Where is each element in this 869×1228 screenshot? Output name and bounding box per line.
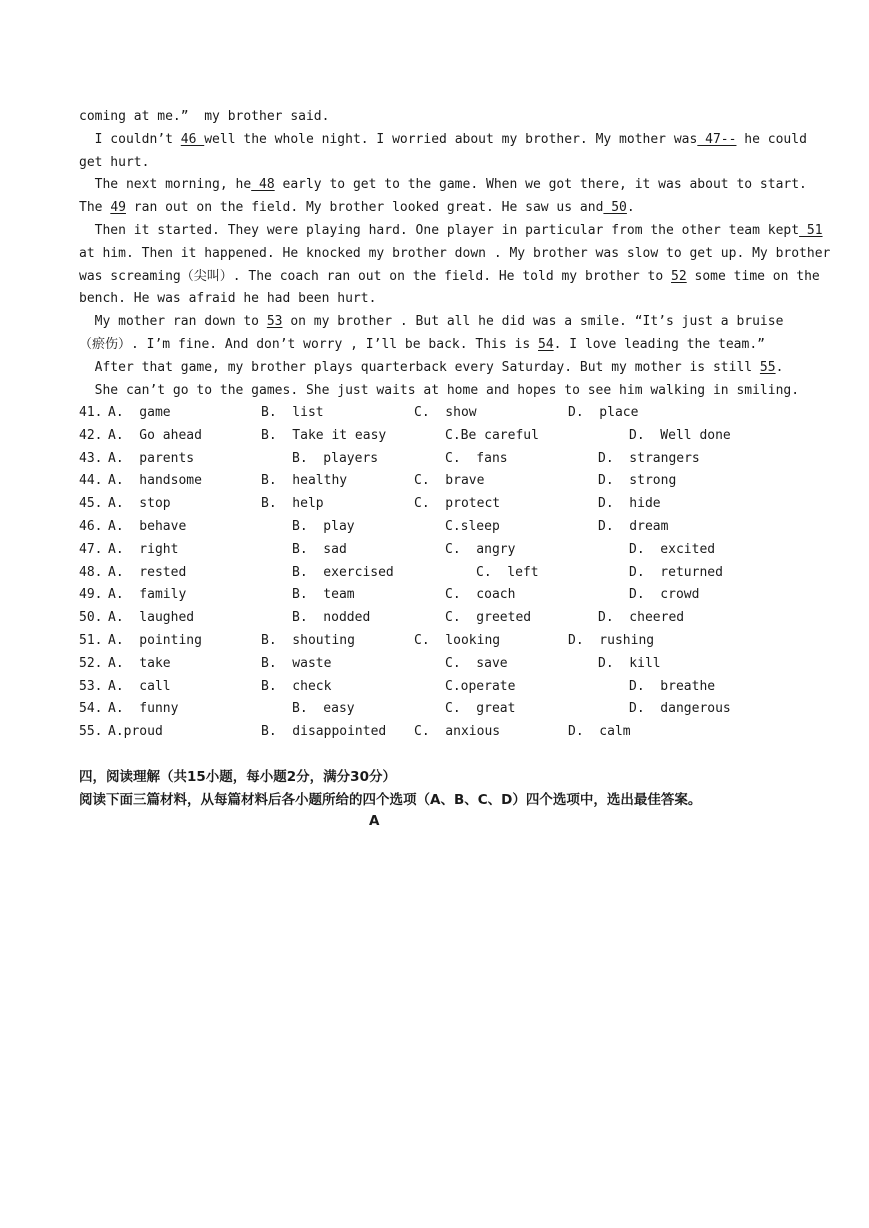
question-row [79, 562, 791, 585]
option-b: B. sad [292, 541, 347, 557]
option-a: A. handsome [108, 473, 202, 489]
question-row [79, 676, 791, 699]
blank-52: 52 [671, 268, 687, 284]
option-d: D. hide [598, 496, 661, 512]
question-number: 42. [79, 427, 103, 443]
passage-text: . I love leading the team.” [553, 336, 765, 352]
passage-text: My mother ran down to [79, 314, 267, 330]
passage-line [79, 106, 791, 129]
question-row [79, 584, 791, 607]
blank-50: 50 [603, 200, 627, 216]
question-row [79, 516, 791, 539]
option-d: D. dangerous [629, 701, 731, 717]
passage-text: ran out on the field. My brother looked great. He saw us and [125, 200, 604, 216]
question-row [79, 653, 791, 676]
option-b: B. Take it easy [261, 427, 387, 443]
option-a: A. call [108, 678, 171, 694]
blank-46: 46 [180, 131, 205, 147]
question-number: 46. [79, 518, 103, 534]
question-row [79, 425, 791, 448]
passage-text: coming at me.” my brother said. [79, 109, 330, 124]
option-b: B. players [292, 450, 379, 466]
option-c: C. looking [414, 632, 501, 648]
option-c: C. protect [414, 496, 501, 512]
question-row [79, 607, 791, 630]
option-b: B. list [261, 405, 324, 420]
blank-49: 49 [110, 200, 126, 216]
question-number: 52. [79, 655, 103, 671]
option-d: D. Well done [629, 427, 731, 443]
passage-line [79, 380, 800, 403]
passage-line [79, 174, 807, 197]
option-b: B. exercised [292, 564, 394, 580]
cloze-passage [79, 106, 831, 402]
option-b: B. waste [261, 655, 332, 671]
option-b: B. play [292, 518, 355, 534]
passage-text: （瘀伤）. I’m fine. And don’t worry , I’ll be back. This is [79, 336, 538, 352]
option-b: B. help [261, 496, 324, 512]
passage-text: get hurt. [79, 154, 150, 170]
question-row [79, 539, 791, 562]
question-number: 54. [79, 701, 103, 717]
option-d: D. calm [568, 724, 631, 740]
passage-letter: A [369, 813, 380, 829]
option-c: C. brave [414, 473, 485, 489]
passage-text: bench. He was afraid he had been hurt. [79, 291, 377, 307]
option-d: D. dream [598, 518, 669, 534]
question-number: 50. [79, 610, 103, 626]
question-number: 45. [79, 496, 103, 512]
option-d: D. crowd [629, 587, 700, 603]
question-row [79, 698, 791, 721]
passage-line [79, 334, 791, 357]
passage-line [79, 243, 831, 266]
option-c: C.sleep [445, 518, 500, 534]
option-d: D. place [568, 405, 639, 420]
option-a: A. Go ahead [108, 427, 202, 443]
answer-options [79, 402, 791, 744]
blank-51: 51 [799, 222, 823, 238]
blank-47: 47-- [697, 131, 737, 147]
option-c: C.operate [445, 678, 516, 694]
option-a: A. rested [108, 564, 187, 580]
question-number: 48. [79, 564, 103, 580]
question-row [79, 448, 791, 471]
option-a: A. right [108, 541, 179, 557]
passage-text: some time on the [686, 268, 820, 284]
option-c: C. fans [445, 450, 508, 466]
passage-line [79, 152, 791, 175]
option-a: A. parents [108, 450, 195, 466]
option-a: A. laughed [108, 610, 195, 626]
question-number: 55. [79, 724, 103, 740]
passage-text: Then it started. They were playing hard. One player in particular from the other team kept [79, 222, 800, 238]
option-d: D. strong [598, 473, 677, 489]
passage-text: he could [736, 131, 807, 147]
option-a: A.proud [108, 724, 163, 740]
passage-line [79, 357, 791, 380]
option-c: C. show [414, 405, 477, 420]
option-c: C. save [445, 655, 508, 671]
option-b: B. check [261, 678, 332, 694]
question-row [79, 493, 791, 516]
passage-text: She can’t go to the games. She just waits at home and hopes to see him walking in smiling. [79, 382, 800, 398]
option-b: B. nodded [292, 610, 371, 626]
question-row [79, 470, 791, 493]
passage-text: I couldn’t [79, 131, 181, 147]
passage-line [79, 197, 791, 220]
option-d: D. rushing [568, 632, 655, 648]
option-a: A. stop [108, 496, 171, 512]
option-c: C. greeted [445, 610, 532, 626]
passage-text: was screaming（尖叫）. The coach ran out on the field. He told my brother to [79, 268, 672, 284]
question-number: 49. [79, 587, 103, 603]
option-c: C. angry [445, 541, 516, 557]
option-c: C. great [445, 701, 516, 717]
question-number: 47. [79, 541, 103, 557]
option-a: A. family [108, 587, 187, 603]
option-d: D. kill [598, 655, 661, 671]
passage-text: . [626, 200, 635, 216]
question-number: 41. [79, 405, 103, 420]
option-b: B. easy [292, 701, 355, 717]
option-b: B. disappointed [261, 724, 387, 740]
blank-53: 53 [266, 314, 283, 330]
option-a: A. pointing [108, 632, 202, 648]
passage-text: . [775, 359, 784, 375]
option-b: B. team [292, 587, 355, 603]
option-d: D. returned [629, 564, 723, 580]
option-a: A. funny [108, 701, 179, 717]
question-number: 51. [79, 632, 103, 648]
passage-line [79, 288, 791, 311]
option-d: D. cheered [598, 610, 685, 626]
passage-text: After that game, my brother plays quarterback every Saturday. But my mother is still [79, 359, 760, 375]
passage-text: The [79, 200, 111, 216]
passage-text: early to get to the game. When we got there, it was about to start. [274, 177, 807, 193]
section-instruction: 阅读下面三篇材料，从每篇材料后各小题所给的四个选项（A、B、C、D）四个选项中，选出最佳答案。 [79, 792, 702, 808]
passage-text: on my brother . But all he did was a smile. “It’s just a bruise [282, 314, 784, 330]
option-a: A. take [108, 655, 171, 671]
section-title: 四，阅读理解（共15小题，每小题2分，满分30分） [79, 769, 396, 785]
option-a: A. game [108, 405, 171, 420]
question-number: 44. [79, 473, 103, 489]
passage-text: at him. Then it happened. He knocked my brother down . My brother was slow to get up. My brother [79, 245, 831, 261]
blank-55: 55 [759, 359, 776, 375]
question-number: 43. [79, 450, 103, 466]
option-a: A. behave [108, 518, 187, 534]
option-b: B. shouting [261, 632, 355, 648]
option-d: D. strangers [598, 450, 700, 466]
option-c: C. anxious [414, 724, 501, 740]
option-b: B. healthy [261, 473, 348, 489]
option-d: D. breathe [629, 678, 716, 694]
question-row [79, 721, 791, 744]
passage-line [79, 311, 791, 334]
option-d: D. excited [629, 541, 716, 557]
question-number: 53. [79, 678, 103, 694]
passage-text: The next morning, he [79, 177, 252, 193]
passage-text: well the whole night. I worried about my brother. My mother was [204, 131, 698, 147]
passage-line [79, 266, 820, 289]
blank-48: 48 [251, 177, 275, 193]
passage-line [79, 129, 807, 152]
question-row [79, 402, 791, 425]
question-row [79, 630, 791, 653]
passage-line [79, 220, 823, 243]
option-c: C. coach [445, 587, 516, 603]
option-c: C. left [476, 564, 539, 580]
option-c: C.Be careful [445, 427, 539, 443]
reading-section-header [79, 766, 791, 812]
blank-54: 54 [538, 336, 554, 352]
